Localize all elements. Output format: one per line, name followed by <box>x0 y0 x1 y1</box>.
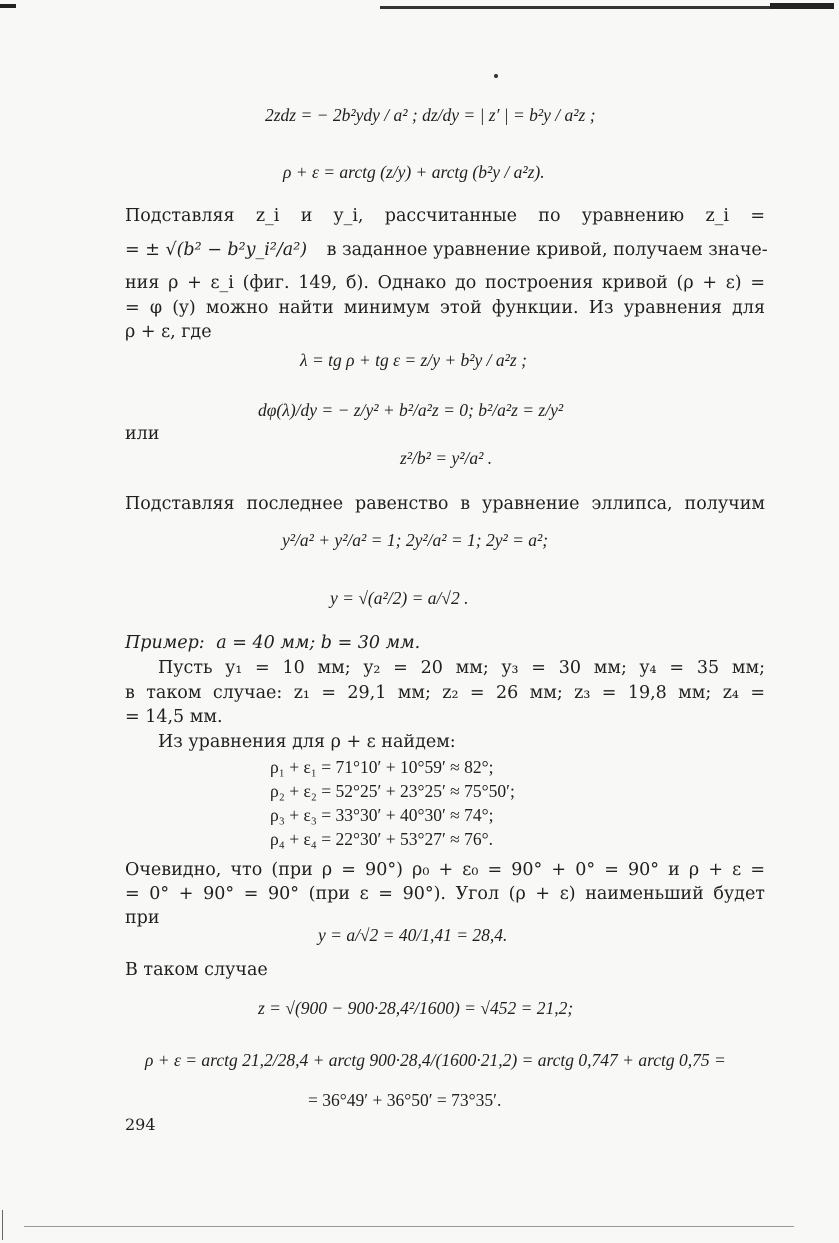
paragraph-1-line-2-text: в заданное уравнение кривой, получаем значе- <box>326 240 768 260</box>
paragraph-5-line-2: = 0° + 90° = 90° (при ε = 90°). Угол (ρ + ε) наименьший будет <box>125 884 765 904</box>
paragraph-1-line-2 <box>125 240 768 260</box>
scan-edge-top-dark <box>770 3 834 9</box>
equation-4: dφ(λ)/dy = − z/y² + b²/a²z = 0; b²/a²z = z/y² <box>258 400 564 420</box>
paragraph-1-line-5: ρ + ε, где <box>125 322 212 342</box>
paragraph-3-line-3: = 14,5 мм. <box>125 707 223 727</box>
paragraph-5-line-3: при <box>125 908 160 928</box>
equation-1: 2zdz = − 2b²ydy / a² ; dz/dy = | z′ | = b²y / a²z ; <box>265 105 596 125</box>
or-word: или <box>125 424 160 444</box>
equation-11: = 36°49′ + 36°50′ = 73°35′. <box>308 1090 502 1110</box>
result-1: ρ₁ + ε₁ = 71°10′ + 10°59′ ≈ 82°; <box>270 757 494 777</box>
paragraph-3-line-2: в таком случае: z₁ = 29,1 мм; z₂ = 26 мм; z₃ = 19,8 мм; z₄ = <box>125 683 765 703</box>
equation-3: λ = tg ρ + tg ε = z/y + b²y / a²z ; <box>300 350 527 370</box>
equation-7: y = √(a²/2) = a/√2 . <box>330 588 469 608</box>
equation-5: z²/b² = y²/a² . <box>400 448 493 468</box>
paragraph-6: В таком случае <box>125 960 268 980</box>
example-values: a = 40 мм; b = 30 мм. <box>216 633 421 653</box>
result-4: ρ₄ + ε₄ = 22°30′ + 53°27′ ≈ 76°. <box>270 829 494 849</box>
equation-2: ρ + ε = arctg (z/y) + arctg (b²y / a²z). <box>283 162 545 182</box>
scan-dot <box>494 74 498 78</box>
page-number: 294 <box>125 1115 156 1134</box>
paragraph-4: Из уравнения для ρ + ε найдем: <box>158 732 456 752</box>
paragraph-1-line-1: Подставляя z_i и y_i, рассчитанные по уравнению z_i = <box>125 206 765 226</box>
result-2: ρ₂ + ε₂ = 52°25′ + 23°25′ ≈ 75°50′; <box>270 781 515 801</box>
paragraph-5-line-1: Очевидно, что (при ρ = 90°) ρ₀ + ε₀ = 90° + 0° = 90° и ρ + ε = <box>125 860 765 880</box>
result-3: ρ₃ + ε₃ = 33°30′ + 40°30′ ≈ 74°; <box>270 805 494 825</box>
paragraph-3-line-1: Пусть y₁ = 10 мм; y₂ = 20 мм; y₃ = 30 мм; y₄ = 35 мм; <box>158 658 765 678</box>
equation-9: z = √(900 − 900·28,4²/1600) = √452 = 21,2; <box>258 998 574 1018</box>
paragraph-1-formula: = ± √(b² − b²y_i²/a²) <box>125 240 308 260</box>
equation-8: y = a/√2 = 40/1,41 = 28,4. <box>318 925 508 945</box>
scan-corner <box>2 1210 43 1240</box>
paragraph-1-line-4: = φ (y) можно найти минимум этой функции. Из уравнения для <box>125 298 765 318</box>
example-label: Пример: <box>125 633 205 653</box>
paragraph-1-line-3: ния ρ + ε_i (фиг. 149, б). Однако до построения кривой (ρ + ε) = <box>125 273 765 293</box>
example-line <box>125 633 420 653</box>
scan-edge-top <box>380 6 832 9</box>
scan-mark-left <box>0 4 16 8</box>
equation-10: ρ + ε = arctg 21,2/28,4 + arctg 900·28,4/(1600·21,2) = arctg 0,747 + arctg 0,75 = <box>145 1050 726 1070</box>
paragraph-2: Подставляя последнее равенство в уравнение эллипса, получим <box>125 494 765 514</box>
scan-edge-bottom <box>24 1226 794 1227</box>
equation-6: y²/a² + y²/a² = 1; 2y²/a² = 1; 2y² = a²; <box>282 530 549 550</box>
